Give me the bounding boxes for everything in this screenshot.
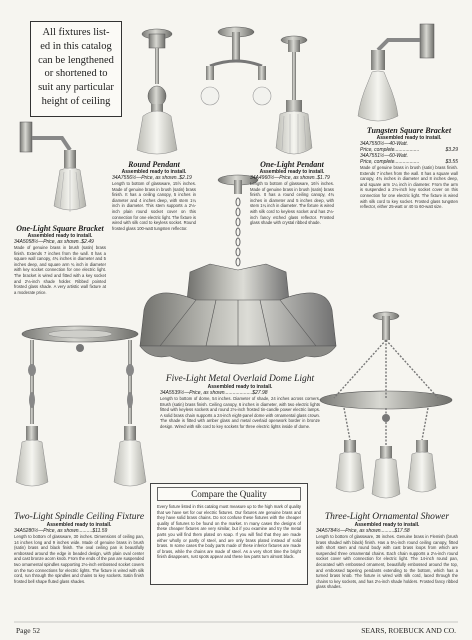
- product-description: Length to bottom of dome, 54 inches. Diameter of shade, 24 inches across corners. Brush (satin) brass finish. Ceiling canopy, 6 inches in diameter, with two electric lights fitted with keyless sockets and round 2⅛-inch frosted tin-candle power electric lamps. A solid brass chain supports a 24-inch eight-panel dome with ornamental glass crown. The shade is fitted with amber glass and metal overlaid openwork border in bronze design. Wired with silk cord to key sockets for three electric lights inside of dome.: [160, 396, 320, 429]
- product-subtitle: Assembled ready to install.: [207, 384, 273, 390]
- two-light-illustration: [201, 27, 271, 105]
- one-light-pendant-listing: [250, 160, 334, 226]
- product-title: Tungsten Square Bracket: [366, 126, 452, 135]
- product-title: Five-Light Metal Overlaid Dome Light: [165, 374, 315, 384]
- spindle-fixture-illustration: [16, 326, 146, 486]
- one-light-pendant-illustration: [276, 36, 312, 154]
- product-price: 34A5784½—Price, as shown..........$17.58: [316, 528, 410, 534]
- product-title: One-Light Square Bracket: [16, 224, 104, 233]
- product-title: Round Pendant: [128, 160, 180, 169]
- product-price: 34A5280½—Price, as shown..........$11.59: [14, 528, 108, 534]
- product-subtitle: Assembled ready to install.: [259, 169, 325, 175]
- product-price: 34A4960½—Price, as shown..$1.79: [250, 175, 330, 181]
- product-description: Length to bottom of glassware, 36 inches. Genuine brass in Flemish (brush brass shaded with black) finish. Has a 5¼-inch round ceiling canopy, fitted with short stem and round body with cast brass loops from which are suspended three ornamental chains. Each chain supports a 2⅛-inch round socket cover with connection for electric light. The 14-inch round pan, decorated with embossed ornament, beautifully embossed around the top, and embossed tapering pendants extending to the bottom, which has a turned brass knob. The fixture is wired with silk cord, laced through the chains to key sockets, and has 2⅛-inch shade holders. Frosted fancy ribbed glass shades.: [316, 534, 458, 590]
- product-title: Three-Light Ornamental Shower: [324, 512, 450, 522]
- tungsten-bracket-listing: [360, 126, 458, 210]
- product-subtitle: Assembled ready to install.: [27, 233, 93, 239]
- product-description: Length to bottom of glassware, 15½ inches. Made of genuine brass in brush (satin) brass finish. It has a ceiling canopy, 5 inches in diameter and 4 inches deep, with stem 1¼ inch in diameter. This stem supports a 2⅛-inch plain round socket cover on this connection for one electric light. The fixture is wired with silk cord to keyless socket. Round frosted glass 100-watt tungsten reflector.: [112, 181, 196, 231]
- product-subtitle: Assembled ready to install.: [376, 135, 442, 141]
- notice-line: height of ceiling: [41, 95, 111, 107]
- quality-box: [150, 483, 308, 585]
- product-subtitle: Assembled ready to install.: [354, 522, 420, 528]
- shower-fixture-listing: [316, 512, 458, 590]
- product-description: Length to bottom of glassware, 30 inches. Dimensions of ceiling pan, 14 inches long and 9 inches wide. Made of genuine brass in brush (satin) brass and black finish. The oval ceiling pan is beautifully embossed around the edge in beaded design, with plain oval center and cast bronze acorn knob. From the ends of the pan are suspended two ornamental spindles supporting 2⅛-inch embossed socket covers on the two connections for electric lights. The fixture is wired with silk cord, run through the spindles and chains to key sockets. Satin finish frosted bell shape fluted glass shades.: [14, 534, 144, 584]
- notice-line: ed in this catalog: [40, 40, 112, 52]
- tungsten-bracket-illustration: [358, 24, 434, 121]
- round-pendant-listing: [112, 160, 196, 231]
- product-price: 34A5539½—Price, as shown....................$27.98: [160, 390, 268, 396]
- round-pendant-illustration: [137, 29, 177, 154]
- shower-fixture-illustration: [320, 312, 452, 498]
- notice-line: can be lengthened: [38, 54, 114, 66]
- product-description: Length to bottom of glassware, 16½ inches. Made of genuine brass in brush (satin) brass finish. It has a round ceiling canopy, 4¾ inches in diameter and 5 inches deep, with stem 1¼ inch in diameter. The fixture is wired with silk cord to keyless socket and has 2⅛-inch fancy etched glass reflector. Frosted glass shade with crystal ribbed shade.: [250, 181, 334, 226]
- one-light-bracket-illustration: [20, 122, 86, 212]
- product-subtitle: Assembled ready to install.: [46, 522, 112, 528]
- price-label: Price, complete..................: [360, 159, 420, 165]
- product-title: Two-Light Spindle Ceiling Fixture: [14, 512, 145, 522]
- price-value: $3.55: [445, 159, 458, 165]
- page-number: Page 52: [16, 626, 40, 635]
- company-name: SEARS, ROEBUCK AND CO.: [361, 626, 456, 635]
- product-price: 34A7556½—Price, as shown..$2.19: [112, 175, 192, 181]
- quality-text: Every fixture listed in this catalog must measure up to the high mark of quality that we have set for our electric fixtures. Our fixtures are genuine brass and they have solid brass chains. Do not confuse these fixtures with the cheaper quality of fixtures to be found on the market. In many cases the designs of these cheaper fixtures are very similar, but if you examine and try the metal parts you will find them plated on soap. If you will find that they are made either wholly or partly of steel, and are only brass plated instead of solid brass. In some cases the body parts made of these inferior fixtures are made of brass, while the chains are made of steel. As a very short time the bright finish disappears, rust spots appear and these low parts turn almost black.: [157, 504, 301, 560]
- price-label: Price, complete..................: [360, 147, 420, 153]
- product-price-label: 34A7551½—60-Watt.: [360, 153, 408, 159]
- notice-line: or shortened to: [44, 68, 108, 80]
- notice-line: suit any particular: [38, 82, 114, 94]
- product-price-label: 34A7550½—40-Watt.: [360, 141, 408, 147]
- product-subtitle: Assembled ready to install.: [121, 169, 187, 175]
- dome-light-listing: [160, 374, 320, 430]
- product-title: One-Light Pendant: [260, 160, 324, 169]
- fixture-length-notice: [30, 21, 122, 117]
- product-description: Made of genuine brass in brush (satin) brass finish. Extends 7 inches from the wall. It has a square wall canopy, 4¾ inches in diameter and 5 inches deep, and square arm ¾ inch in diameter with key socket connection for one electric light. The bracket is wired and fitted with a key socket and 2⅛-inch shade holder. Ribbed pointed frosted glass shade. A very artistic wall fixture at a moderate price.: [14, 245, 106, 295]
- notice-line: All fixtures list-: [42, 27, 110, 38]
- one-light-bracket-listing: [14, 224, 106, 295]
- spindle-fixture-listing: [14, 512, 144, 584]
- product-description: Made of genuine brass in brush (satin) brass finish. Extends 7 inches from the wall. It has a square wall canopy, 4¾ inches in diameter and 8 inches deep, and square arm 1¼ inch in diameter. From the arm is suspended a 2⅛-inch key socket cover on this connection for one electric light. The fixture is wired with silk cord to key socket. Frosted glass tungsten reflector, either 25-watt or 40 to 60-watt size.: [360, 165, 458, 210]
- product-price: 34A5058½—Price, as shown..$2.49: [14, 239, 94, 245]
- price-value: $3.29: [445, 147, 458, 153]
- quality-title: Compare the Quality: [157, 487, 301, 501]
